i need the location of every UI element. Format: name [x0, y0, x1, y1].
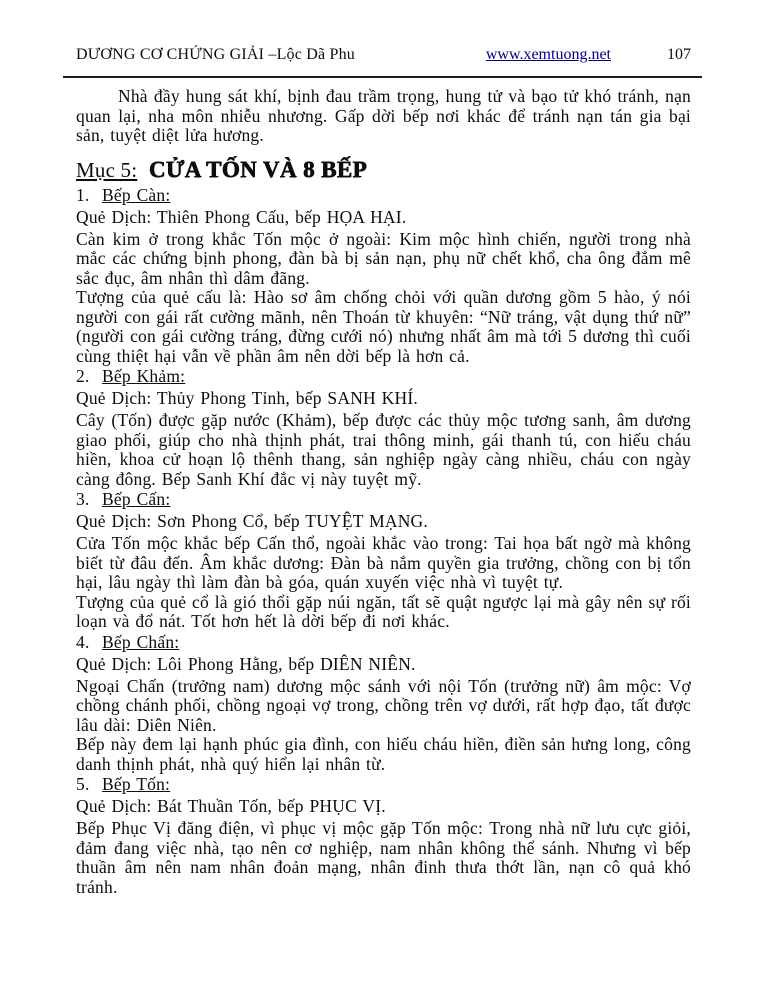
que-dich-line: Quẻ Dịch: Thủy Phong Tỉnh, bếp SANH KHÍ.	[76, 388, 418, 408]
que-dich-line: Quẻ Dịch: Thiên Phong Cấu, bếp HỌA HẠI.	[76, 206, 407, 227]
item-heading-bep-ton	[76, 775, 691, 795]
item-heading-bep-kham	[76, 367, 691, 387]
document-body	[76, 87, 691, 897]
section-heading-title: CỬA TỐN VÀ 8 BẾP	[148, 156, 367, 182]
website-link[interactable]: www.xemtuong.net	[485, 46, 611, 63]
page-header	[76, 45, 691, 64]
item-name: Bếp Càn:	[102, 184, 171, 205]
section-heading-label: Mục 5:	[76, 157, 138, 182]
paragraph: Bếp Phục Vị đăng điện, vì phục vị mộc gặp Tốn mộc: Trong nhà nữ lưu cực giỏi, đảm đang việc nhà, tạo nên cơ nghiệp, nam nhân không thể sánh. Nhưng vì bếp thuần âm nên nam nhân đoản mạng, nhân đinh thưa thớt lần, nạn cô quả khó tránh.	[76, 818, 691, 897]
item-heading-bep-can	[76, 186, 691, 206]
document-title: DƯƠNG CƠ CHỨNG GIẢI –Lộc Dã Phu	[76, 46, 356, 63]
que-dich-line: Quẻ Dịch: Sơn Phong Cổ, bếp TUYỆT MẠNG.	[76, 511, 428, 531]
item-number: 3.	[76, 489, 90, 509]
item-heading-bep-can-3	[76, 490, 691, 510]
page-number: 107	[667, 46, 691, 63]
item-name: Bếp Tốn:	[102, 774, 171, 794]
paragraph: Cửa Tốn mộc khắc bếp Cấn thổ, ngoài khắc vào trong: Tai họa bất ngờ mà không biết từ đâu đến. Âm khắc dương: Đàn bà nắm quyền gia trưởng, chồng con bị tổn hại, lâu ngày thì làm đàn bà góa, quán xuyến việc nhà vì tuyệt tự.	[76, 533, 691, 592]
que-dich-line: Quẻ Dịch: Lôi Phong Hằng, bếp DIÊN NIÊN.	[76, 653, 416, 674]
paragraph: Càn kim ở trong khắc Tốn mộc ở ngoài: Kim mộc hình chiến, người trong nhà mắc các chứng bịnh phong, đàn bà bị sản nạn, phụ nữ chết khổ, cha ông đắm mê sắc đục, âm nhân thì dâm đãng.	[76, 228, 691, 288]
item-name: Bếp Chấn:	[102, 631, 180, 652]
paragraph: Bếp này đem lại hạnh phúc gia đình, con hiếu cháu hiền, điền sản hưng long, công danh thịnh phát, nhà quý hiển lại nhân từ.	[76, 734, 691, 774]
item-number: 1.	[76, 184, 90, 205]
item-name: Bếp Khảm:	[102, 366, 186, 386]
paragraph: Tượng của quẻ cấu là: Hào sơ âm chống chỏi với quần dương gồm 5 hào, ý nói người con gái rất cường mãnh, nên Thoán từ khuyên: “Nữ tráng, vật dụng thứ nữ” (người con gái cường tráng, đừng cưới nó) nhưng nhất âm mà tới 5 dương thì cuối cùng thiệt hại vẫn về phần âm nên dời bếp là hơn cả.	[76, 287, 691, 366]
item-number: 4.	[76, 631, 90, 652]
item-heading-bep-chan	[76, 633, 691, 653]
paragraph: Cây (Tốn) được gặp nước (Khảm), bếp được các thủy mộc tương sanh, âm dương giao phối, giúp cho nhà thịnh phát, trai thông minh, gái thanh tú, con hiếu cháu hiền, khoa cử hoạn lộ thênh thang, sản nghiệp ngày càng nhiều, cháu con ngày càng đông. Bếp Sanh Khí đắc vị này tuyệt mỹ.	[76, 410, 691, 489]
header-divider	[63, 76, 702, 78]
item-number: 5.	[76, 774, 90, 794]
paragraph: Tượng của quẻ cổ là gió thổi gặp núi ngăn, tất sẽ quật ngược lại mà gây nên sự rối loạn và đổ nát. Tốt hơn hết là dời bếp đi nơi khác.	[76, 591, 691, 631]
que-dich-line: Quẻ Dịch: Bát Thuần Tốn, bếp PHỤC VỊ.	[76, 796, 386, 816]
paragraph: Ngoại Chấn (trưởng nam) dương mộc sánh với nội Tốn (trưởng nữ) âm mộc: Vợ chồng chánh phối, chồng ngoại vợ trong, chồng trên vợ dưới, rất hợp đạo, tất được lâu dài: Diên Niên.	[76, 675, 691, 735]
item-number: 2.	[76, 366, 90, 386]
section-heading	[76, 156, 691, 184]
intro-paragraph: Nhà đầy hung sát khí, bịnh đau trầm trọng, hung tử và bạo tử khó tránh, nạn quan lại, nha môn nhiễu nhương. Gấp dời bếp nơi khác để tránh nạn tán gia bại sản, tuyệt diệt lửa hương.	[76, 86, 691, 145]
item-name: Bếp Cấn:	[102, 489, 171, 509]
